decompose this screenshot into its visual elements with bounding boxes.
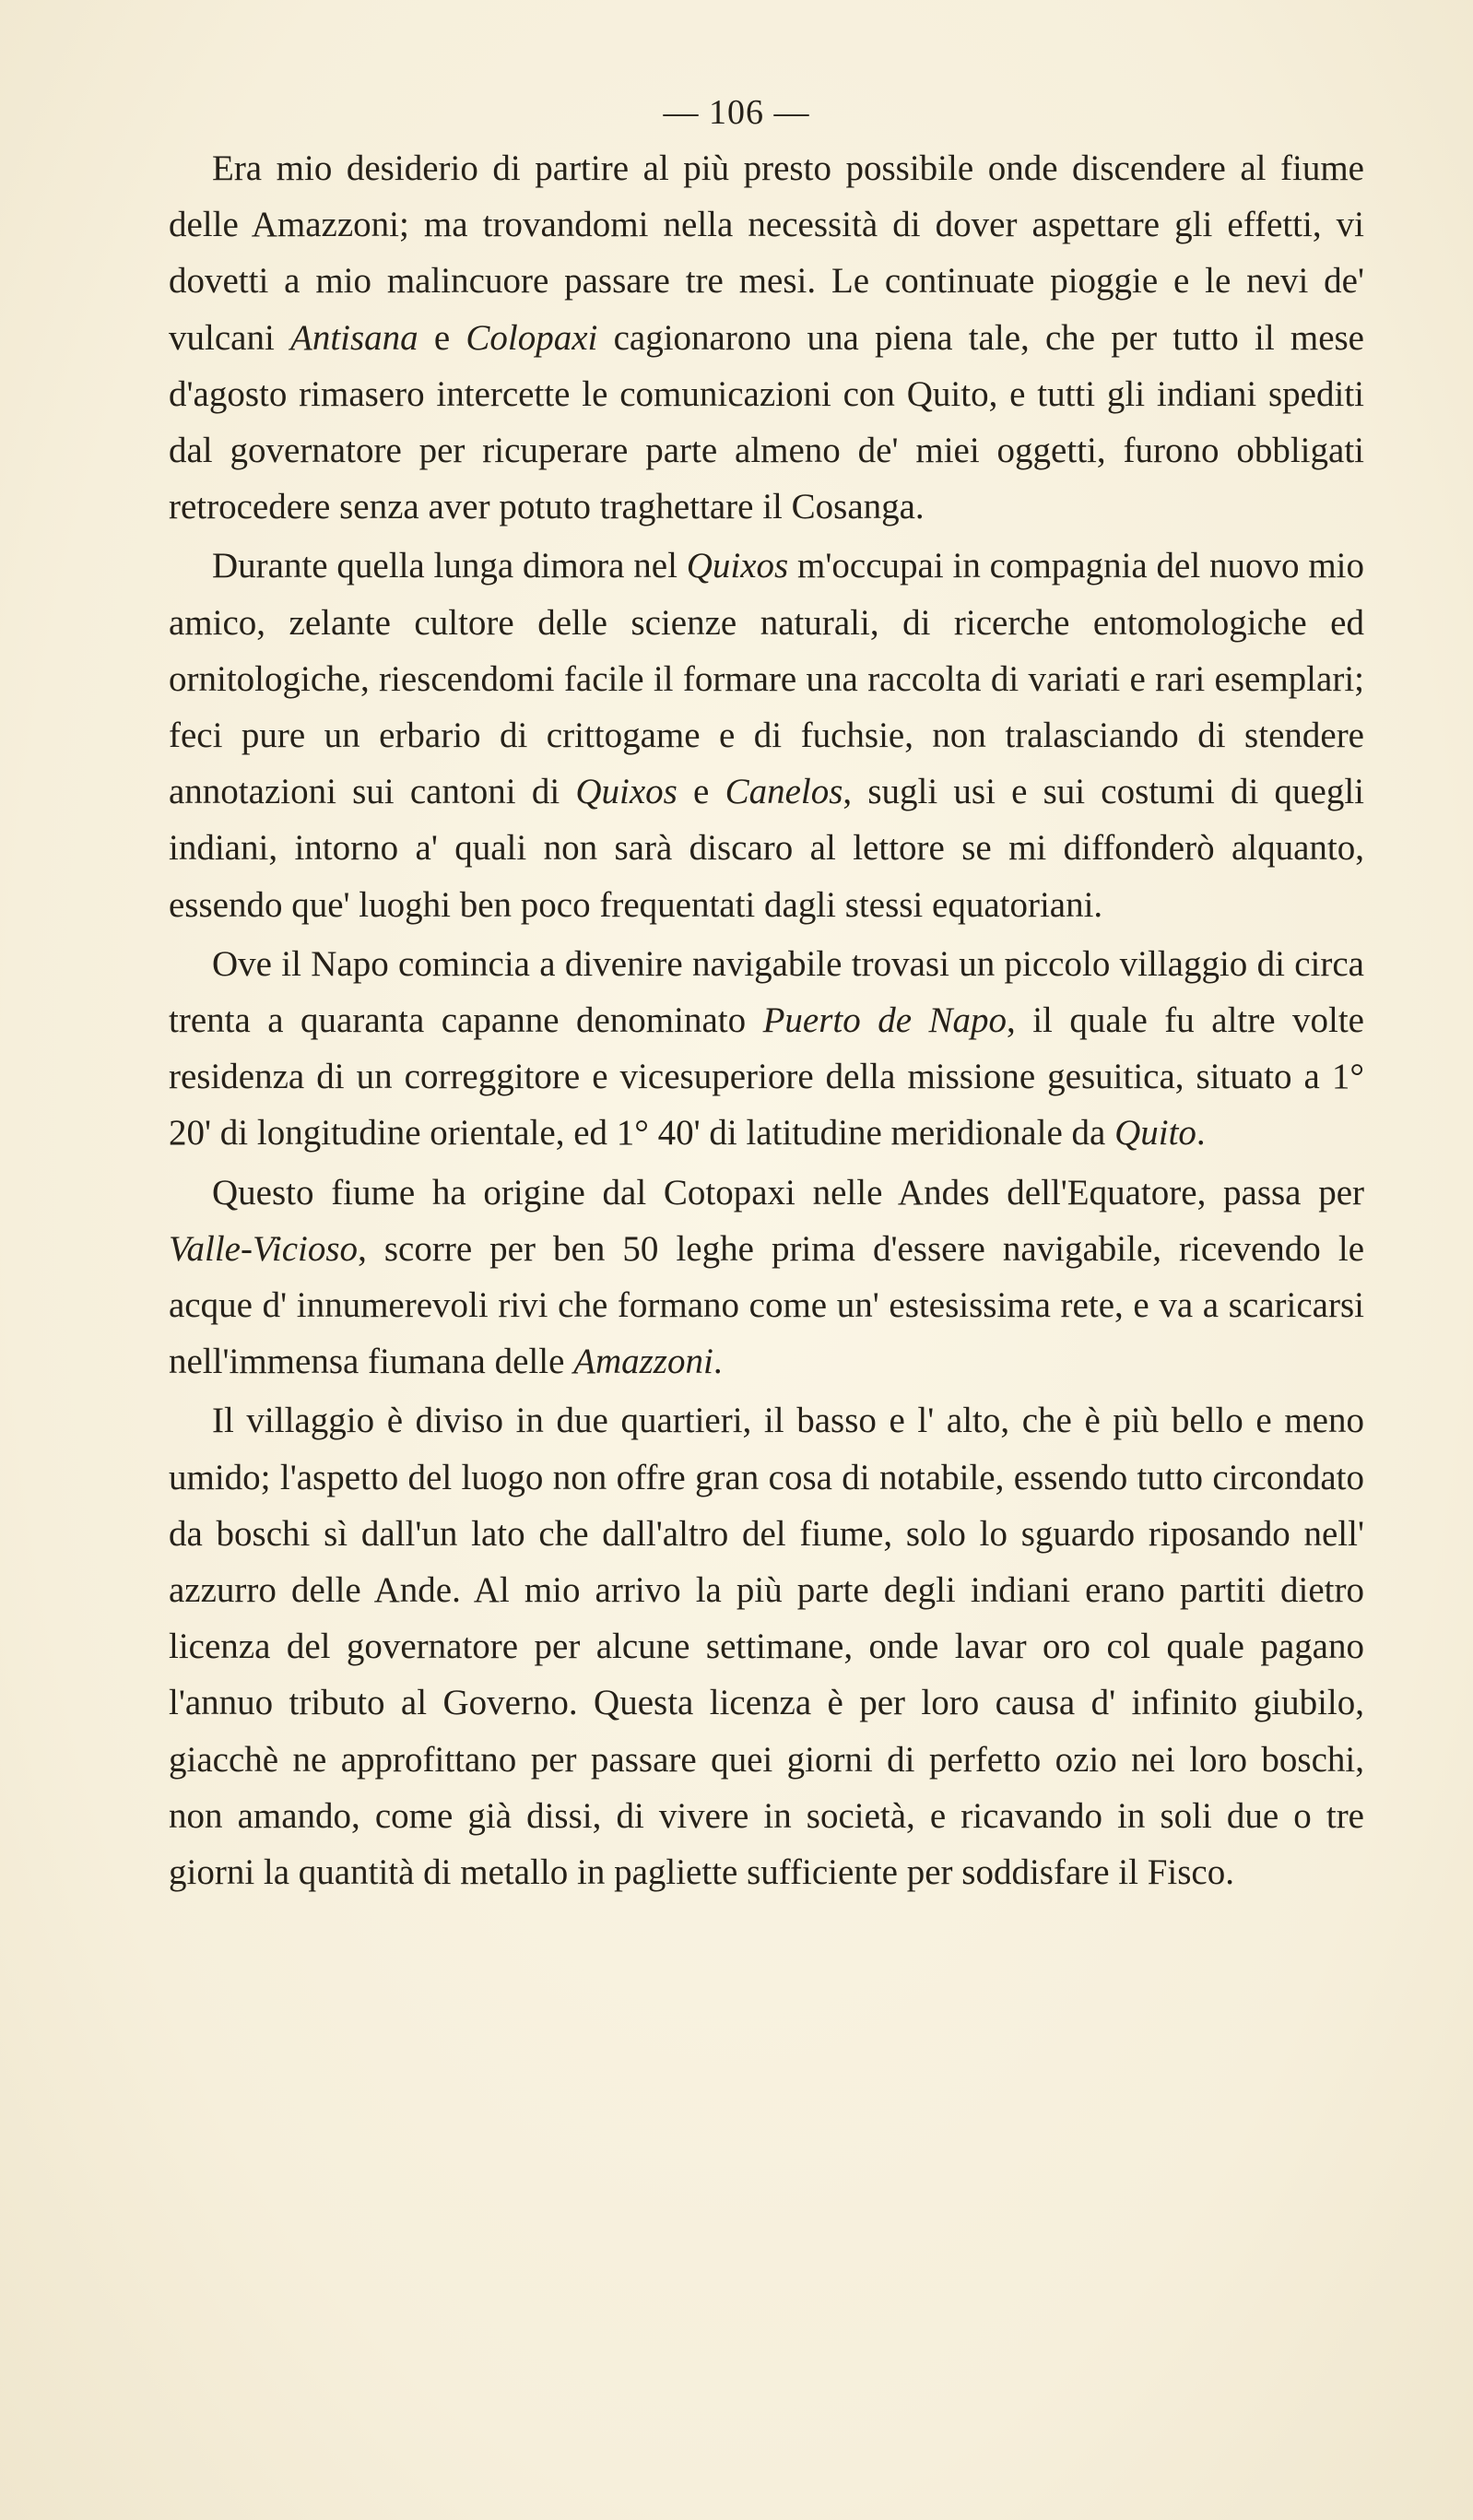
text-run: , scorre per ben 50 leghe prima d'essere navigabile, ricevendo le acque d' innumerevoli rivi che formano come un' estesissima rete, e va a scaricarsi nell'immensa fiumana delle [169,1228,1364,1382]
paragraph [169,1392,1364,1900]
text-run: Il villaggio è diviso in due quartieri, il basso e l' alto, che è più bello e meno umido; l'aspetto del luogo non offre gran cosa di notabile, essendo tutto circondato da boschi sì dall'un lato che dall'altro del fiume, solo lo sguardo riposando nell' azzurro delle Ande. Al mio arrivo la più parte degli indiani erano partiti dietro licenza del governatore per alcune settimane, onde lavar oro col quale pagano l'annuo tributo al Governo. Questa licenza è per loro causa d' infinito giubilo, giacchè ne approfittano per passare quei giorni di perfetto ozio nei loro boschi, non amando, come già dissi, di vivere in società, e ricavando in soli due o tre giorni la quantità di metallo in pagliette sufficiente per soddisfare il Fisco. [169,1401,1364,1893]
text-run: Durante quella lunga dimora nel [212,546,687,586]
text-run: cagionarono una piena tale, che per tutto il mese d'agosto rimasero intercette le comunicazioni con Quito, e tutti gli indiani spediti dal governatore per ricuperare parte almeno de' miei oggetti, furono obbligati retrocedere senza aver potuto traghettare il Cosanga. [169,317,1364,527]
text-run: , il quale fu altre volte residenza di un correggitore e vicesuperiore della missione gesuitica, situato a 1° 20' di longitudine orientale, ed 1° 40' di latitudine meridionale da [169,1000,1364,1154]
text-run: . [713,1342,723,1382]
italic-term: Colopaxi [465,317,598,358]
italic-term: Quito [1114,1113,1196,1154]
paragraph [169,140,1364,535]
italic-term: Quixos [575,772,678,812]
italic-term: Amazzoni [573,1342,713,1382]
paragraph [169,936,1364,1162]
text-run: , sugli usi e sui costumi di quegli indiani, intorno a' quali non sarà discaro al lettore se mi diffonderò alquanto, essendo que' luoghi ben poco frequentati dagli stessi equatoriani. [169,772,1365,925]
text-run: Ove il Napo comincia a divenire navigabile trovasi un piccolo villaggio di circa trenta a quaranta capanne denominato [169,943,1364,1041]
text-run: m'occupai in compagnia del nuovo mio amico, zelante cultore delle scienze naturali, di ricerche entomologiche ed ornitologiche, riescendomi facile il formare una raccolta di variati e rari esemplari; feci pure un erbario di crittogame e di fuchsie, non tralasciando di stendere annotazioni sui cantoni di [169,546,1364,812]
italic-term: Quixos [686,546,789,586]
page-number: — 106 — [663,93,810,132]
body-text [169,140,1364,1903]
italic-term: Valle-Vicioso [169,1228,359,1269]
text-run: . [1196,1113,1206,1154]
text-run: e [677,772,725,812]
italic-term: Antisana [290,317,418,358]
paragraph [169,538,1364,932]
paragraph [169,1165,1364,1390]
italic-term: Canelos [725,772,843,812]
text-run: Era mio desiderio di partire al più presto possibile onde discendere al fiume delle Amazzoni; ma trovandomi nella necessità di dover aspettare gli effetti, vi dovetti a mio malincuore passare tre mesi. Le continuate pioggie e le nevi de' vulcani [169,148,1364,358]
italic-term: Puerto de Napo [762,1000,1007,1041]
text-run: Questo fiume ha origine dal Cotopaxi nelle Andes dell'Equatore, passa per [212,1172,1364,1213]
text-run: e [418,317,466,358]
